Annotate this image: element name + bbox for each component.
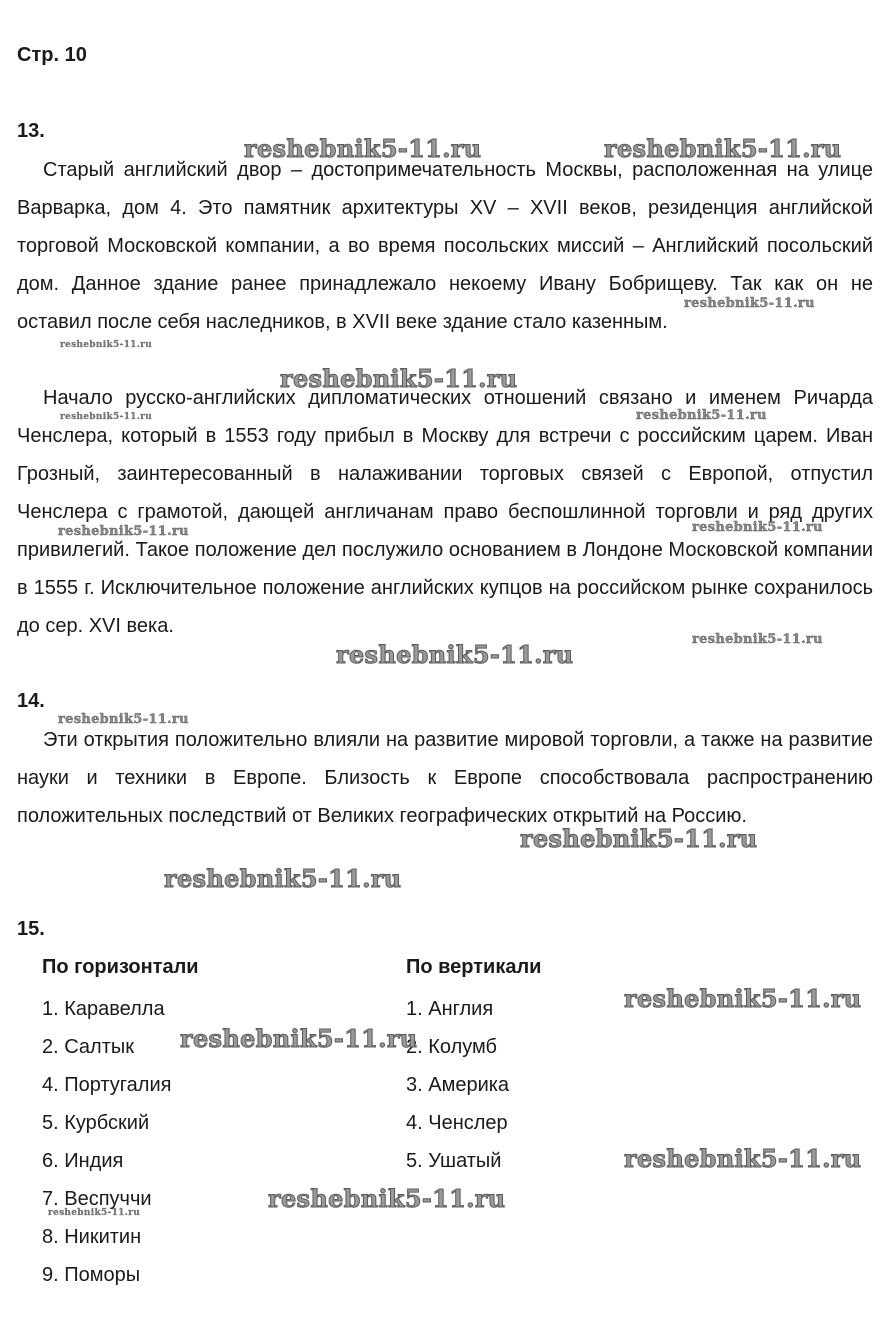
watermark: reshebnik5-11.ru <box>60 412 153 422</box>
horizontal-item: 8. Никитин <box>42 1226 142 1248</box>
crossword-vertical-column <box>406 952 541 1180</box>
task-13-paragraph-1: Старый английский двор – достопримечательность Москвы, расположенная на улице Варварка, дом 4. Это памятник архитектуры XV – XVII веков, резиденция английской торговой Московской компании, а во время посольских миссий – Английский посольский дом. Данное здание ранее принадлежало некоему Ивану Бобрищеву. Так как он не оставил после себя наследников, в XVII веке здание стало казенным. <box>17 159 873 333</box>
watermark: reshebnik5-11.ru <box>692 632 823 647</box>
vertical-item: 1. Англия <box>406 998 494 1020</box>
vertical-title: По вертикали <box>406 956 542 978</box>
vertical-item: 3. Америка <box>406 1074 510 1096</box>
watermark: reshebnik5-11.ru <box>692 520 823 535</box>
task-14-number: 14. <box>17 690 45 712</box>
crossword-horizontal-column <box>42 952 199 1294</box>
horizontal-item: 6. Индия <box>42 1150 124 1172</box>
watermark: reshebnik5-11.ru <box>624 1144 862 1173</box>
watermark: reshebnik5-11.ru <box>244 134 482 163</box>
watermark: reshebnik5-11.ru <box>58 524 189 539</box>
horizontal-item: 5. Курбский <box>42 1112 150 1134</box>
watermark: reshebnik5-11.ru <box>268 1184 506 1213</box>
vertical-item: 5. Ушатый <box>406 1150 502 1172</box>
watermark: reshebnik5-11.ru <box>280 364 518 393</box>
task-13-number: 13. <box>17 120 45 142</box>
watermark: reshebnik5-11.ru <box>520 824 758 853</box>
watermark: reshebnik5-11.ru <box>336 640 574 669</box>
task-13-paragraph-2: Начало русско-английских дипломатических отношений связано и именем Ричарда Ченслера, который в 1553 году прибыл в Москву для встречи с российским царем. Иван Грозный, заинтересованный в налаживании торговых связей с Европой, отпустил Ченслера с грамотой, дающей англичанам право беспошлинной торговли и ряд других привилегий. Такое положение дел послужило основанием в Лондоне Московской компании в 1555 г. Исключительное положение английских купцов на российском рынке сохранилось до сер. XVI века. <box>17 387 873 637</box>
horizontal-item: 9. Поморы <box>42 1264 141 1286</box>
task-14-paragraph: Эти открытия положительно влияли на развитие мировой торговли, а также на развитие науки и техники в Европе. Близость к Европе способствовала распространению положительных последствий от Великих географических открытий на Россию. <box>17 729 873 827</box>
horizontal-item: 4. Португалия <box>42 1074 172 1096</box>
horizontal-item: 7. Веспуччи <box>42 1188 152 1210</box>
task-15-number: 15. <box>17 918 45 940</box>
horizontal-item: 2. Салтык <box>42 1036 134 1058</box>
vertical-item: 4. Ченслер <box>406 1112 508 1134</box>
watermark: reshebnik5-11.ru <box>624 984 862 1013</box>
horizontal-item: 1. Каравелла <box>42 998 165 1020</box>
vertical-item: 2. Колумб <box>406 1036 497 1058</box>
watermark: reshebnik5-11.ru <box>58 712 189 727</box>
watermark: reshebnik5-11.ru <box>636 408 767 423</box>
watermark: reshebnik5-11.ru <box>684 296 815 311</box>
watermark: reshebnik5-11.ru <box>60 340 153 350</box>
watermark: reshebnik5-11.ru <box>48 1208 141 1218</box>
page-header: Стр. 10 <box>17 44 87 66</box>
watermark: reshebnik5-11.ru <box>164 864 402 893</box>
watermark: reshebnik5-11.ru <box>604 134 842 163</box>
watermark: reshebnik5-11.ru <box>180 1024 418 1053</box>
horizontal-title: По горизонтали <box>42 956 199 978</box>
